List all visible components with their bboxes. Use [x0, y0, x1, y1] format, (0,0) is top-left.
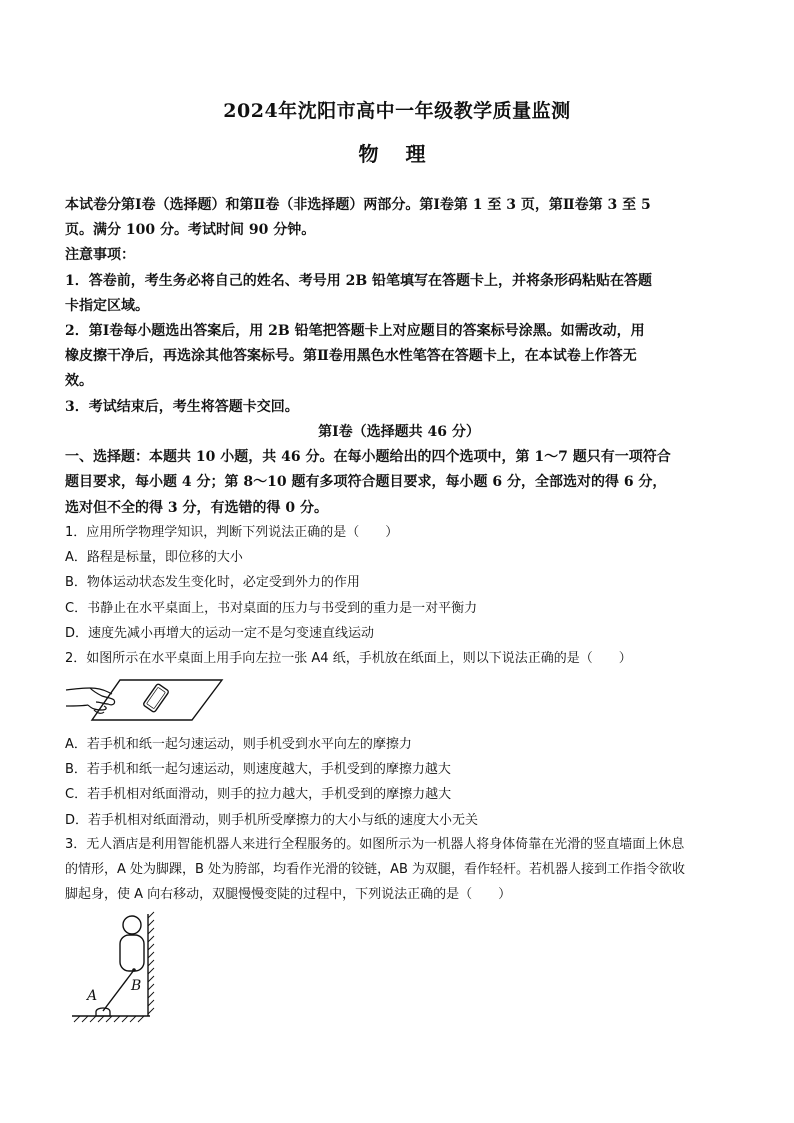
notice-heading: 注意事项： [65, 247, 135, 264]
robot-legs-rod [103, 970, 134, 1011]
notice-item: 2．第Ⅰ卷每小题选出答案后，用 2B 铅笔把答题卡上对应题目的答案标号涂黑。如需改动，用 [65, 323, 645, 340]
robot-head [123, 916, 141, 934]
robot-wall-figure [70, 908, 170, 1024]
hand-paper-phone-figure [64, 676, 234, 724]
phone-icon [143, 683, 169, 712]
section-instruction: 题目要求，每小题 4 分；第 8～10 题有多项符合题目要求，每小题 6 分，全部选对的得 6 分， [65, 474, 667, 491]
hinge-b [132, 968, 136, 972]
paper-sheet [92, 680, 222, 720]
question-2-options [65, 732, 733, 833]
section-instruction: 一、选择题：本题共 10 小题，共 46 分。在每小题给出的四个选项中，第 1～7 题只有一项符合 [65, 449, 671, 466]
hand-icon [66, 688, 115, 713]
notice-item: 橡皮擦干净后，再选涂其他答案标号。第Ⅱ卷用黑色水性笔答在答题卡上，在本试卷上作答无 [65, 348, 637, 365]
robot-body [120, 935, 144, 971]
option-a: A．路程是标量，即位移的大小 [65, 550, 243, 566]
section-instruction: 选对但不全的得 3 分，有选错的得 0 分。 [65, 499, 328, 516]
exam-title: 2024年沈阳市高中一年级教学质量监测 [223, 100, 571, 122]
notice-item: 3．考试结束后，考生将答题卡交回。 [65, 398, 299, 415]
question-1 [65, 520, 733, 646]
ground-hatching [74, 1016, 144, 1022]
option-b: B．若手机和纸一起匀速运动，则速度越大，手机受到的摩擦力越大 [65, 762, 451, 778]
notice-item: 效。 [65, 373, 93, 390]
option-a: A．若手机和纸一起匀速运动，则手机受到水平向左的摩擦力 [65, 737, 412, 752]
question-stem-line: 脚起身，使 A 向右移动，双腿慢慢变陡的过程中，下列说法正确的是（ ） [65, 887, 512, 903]
intro-line: 本试卷分第Ⅰ卷（选择题）和第Ⅱ卷（非选择题）两部分。第Ⅰ卷第 1 至 3 页，第Ⅱ卷第 3 至 5 [65, 197, 651, 213]
notice-item: 卡指定区域。 [65, 297, 149, 314]
option-d: D．速度先减小再增大的运动一定不是匀变速直线运动 [65, 625, 375, 641]
option-d: D．若手机相对纸面滑动，则手机所受摩擦力的大小与纸的速度大小无关 [65, 812, 479, 828]
section-block [65, 420, 733, 521]
intro-block [65, 193, 733, 420]
intro-line: 页。满分 100 分。考试时间 90 分钟。 [65, 222, 316, 239]
label-a: A [87, 988, 98, 1004]
section-heading: 第Ⅰ卷（选择题共 46 分） [318, 424, 480, 440]
question-stem: 1．应用所学物理学知识，判断下列说法正确的是（ ） [65, 525, 399, 540]
option-c: C．若手机相对纸面滑动，则手的拉力越大，手机受到的摩擦力越大 [65, 787, 452, 803]
option-c: C．书静止在水平桌面上，书对桌面的压力与书受到的重力是一对平衡力 [65, 600, 478, 616]
option-b: B．物体运动状态发生变化时，必定受到外力的作用 [65, 575, 360, 591]
question-2-stem [65, 646, 733, 671]
question-stem: 2．如图所示在水平桌面上用手向左拉一张 A4 纸，手机放在纸面上，则以下说法正确的是（ ） [65, 651, 632, 666]
notice-item: 1．答卷前，考生务必将自己的姓名、考号用 2B 铅笔填写在答题卡上，并将条形码粘贴在答题 [65, 272, 653, 289]
subject-title: 物 理 [358, 142, 436, 166]
question-3 [65, 832, 733, 908]
question-stem-line: 的情形，A 处为脚踝，B 处为胯部，均看作光滑的铰链，AB 为双腿，看作轻杆。若机器人接到工作指令欲收 [65, 862, 686, 878]
label-b: B [131, 978, 142, 994]
wall-hatching [148, 912, 154, 1014]
robot-foot [96, 1008, 110, 1016]
question-stem-line: 3．无人酒店是利用智能机器人来进行全程服务的。如图所示为一机器人将身体倚靠在光滑的竖直墙面上休息 [65, 837, 685, 852]
